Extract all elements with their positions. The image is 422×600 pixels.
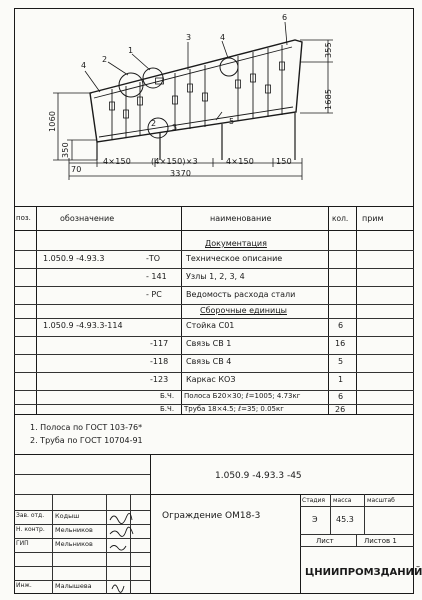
row-qty: 6: [338, 321, 344, 330]
row-name: Стойка С01: [186, 321, 235, 330]
callout-label: 4: [81, 61, 87, 70]
dim-4x150-right: 4×150: [226, 157, 255, 166]
dim-4x150-left: 4×150: [103, 157, 132, 166]
row-qty: 6: [338, 392, 344, 401]
row-designation: 1.050.9 -4.93.3-114: [43, 321, 123, 330]
callout-label: 3: [172, 123, 178, 132]
role-label: Зав. отд.: [16, 512, 45, 519]
header-designation: обозначение: [60, 214, 115, 223]
row-qty: 1: [338, 375, 344, 384]
dim-350: 350: [61, 142, 70, 158]
person-name: Кодыш: [55, 512, 80, 520]
row-name: Техническое описание: [186, 254, 283, 263]
row-name: Ведомость расхода стали: [186, 290, 296, 299]
row-qty: 26: [335, 405, 346, 414]
row-name: Полоса Б20×30; ℓ=1005; 4.73кг: [184, 392, 301, 400]
row-name: Связь СВ 1: [186, 339, 232, 348]
row-designation: Б.Ч.: [160, 405, 175, 413]
header-note: прим: [362, 214, 384, 223]
row-name: Узлы 1, 2, 3, 4: [186, 272, 245, 281]
callout-label: 2: [151, 119, 157, 128]
row-name: Сборочные единицы: [200, 306, 287, 315]
dim-1060: 1060: [48, 110, 57, 132]
dim-3370: 3370: [170, 169, 192, 178]
doc-code: 1.050.9 -4.93.3 -45: [215, 471, 302, 481]
row-designation: Б.Ч.: [160, 392, 175, 400]
row-qty: 16: [335, 339, 346, 348]
callout-label: 6: [282, 13, 288, 22]
scale-header: масштаб: [367, 497, 395, 504]
row-suffix: -ТО: [146, 254, 161, 263]
role-label: Н. контр.: [16, 526, 45, 533]
callout-label: 3: [186, 33, 192, 42]
row-designation: 1.050.9 -4.93.3: [43, 254, 105, 263]
row-designation: -117: [150, 339, 169, 348]
callout-label: 2: [102, 55, 108, 64]
role-label: ГИП: [16, 540, 29, 547]
person-name: Малышева: [55, 582, 92, 590]
stage-header: Стадия: [302, 497, 326, 504]
role-label: Инж.: [16, 582, 32, 589]
mass-value: 45.3: [336, 515, 354, 524]
callout-label: 4: [220, 33, 226, 42]
row-name: Связь СВ 4: [186, 357, 232, 366]
mass-header: масса: [333, 497, 352, 504]
row-suffix: - РС: [146, 290, 162, 299]
row-name: Документация: [205, 239, 267, 248]
person-name: Мельников: [55, 526, 93, 534]
sheets-label: Листов 1: [364, 537, 397, 545]
row-name: Каркас КОЗ: [186, 375, 236, 384]
header-pos: поз.: [16, 214, 31, 222]
callout-label: 1: [128, 46, 134, 55]
person-name: Мельников: [55, 540, 93, 548]
stage-value: Э: [312, 515, 318, 524]
note-line: 1. Полоса по ГОСТ 103-76*: [30, 423, 143, 432]
note-line: 2. Труба по ГОСТ 10704-91: [30, 436, 143, 445]
row-suffix: - 141: [146, 272, 167, 281]
drawing-title: Ограждение ОМ18-3: [162, 511, 261, 521]
dim-355: 355: [324, 42, 333, 58]
dim-1685: 1685: [324, 88, 333, 110]
header-qty: кол.: [332, 214, 349, 223]
dim-4x150-mid: (4×150)×3: [151, 157, 198, 166]
row-designation: -118: [150, 357, 169, 366]
dim-70: 70: [71, 165, 82, 174]
organization-name: ЦНИИПРОМЗДАНИЙ: [305, 567, 422, 578]
header-name: наименование: [210, 214, 272, 223]
row-name: Труба 18×4.5; ℓ=35; 0.05кг: [184, 405, 284, 413]
dim-150: 150: [276, 157, 292, 166]
row-designation: -123: [150, 375, 169, 384]
sheet-label: Лист: [316, 537, 334, 545]
callout-label: 5: [229, 117, 235, 126]
row-qty: 5: [338, 357, 344, 366]
